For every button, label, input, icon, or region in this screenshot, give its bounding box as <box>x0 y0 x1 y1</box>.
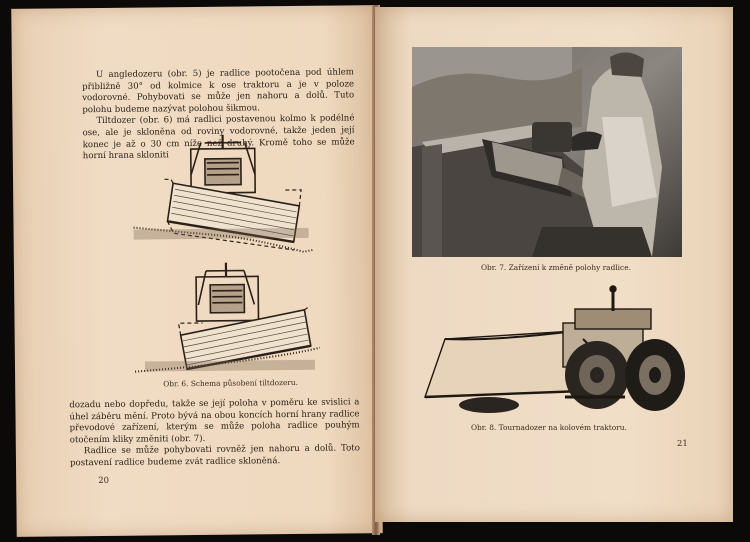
paragraph-tiltdozer: Tiltdozer (obr. 6) má radlici postavenou kolmo k podélné ose, ale je skloněna od roviny vodorovné, takže jeden její konec je až o 30 cm níže než druhý. Kromě toho se může horní hrana skloniti <box>82 113 355 162</box>
left-page <box>11 5 383 537</box>
paragraph-blade-position: Radlice se může pohybovati rovněž jen nahoru a dolů. Toto postavení radlice budeme zvát radlice skloněná. <box>69 443 360 469</box>
figure-6-caption: Obr. 6. Schema působení tiltdozeru. <box>163 377 299 389</box>
right-page <box>375 7 733 522</box>
tractor-front-wheel <box>565 341 629 409</box>
figure-8-caption: Obr. 8. Tournadozer na kolovém traktoru. <box>471 423 627 432</box>
paragraph-angledozer: U angledozeru (obr. 5) je radlice pootočena pod úhlem přibližně 30° od kolmice k ose traktoru a je v poloze vodorovné. Pohybovati se může jen nahoru a dolů. Tuto polohu budeme nazývat polohou šikmou. <box>82 67 355 115</box>
tiltdozer-schema-lower <box>178 262 311 369</box>
right-page-number: 21 <box>677 439 688 449</box>
blade-adjustment-photo <box>412 47 682 257</box>
paragraph-tilt-angle: dozadu nebo dopředu, takže se její poloha v poměru ke svislici a úhel záběru mění. Proto bývá na obou koncích horní hrany radlice převodové zařízení, kterým se může poloha radlice pouhým otočením kliky změniti (obr. 7). <box>69 397 360 446</box>
left-page-number: 20 <box>98 475 110 487</box>
figure-7-caption: Obr. 7. Zařízení k změně polohy radlice. <box>481 263 631 272</box>
tractor-rear-wheel <box>625 339 685 411</box>
tournadozer-figure <box>415 279 695 424</box>
left-text-bottom <box>69 397 360 470</box>
tiltdozer-schema-figure <box>113 134 326 389</box>
